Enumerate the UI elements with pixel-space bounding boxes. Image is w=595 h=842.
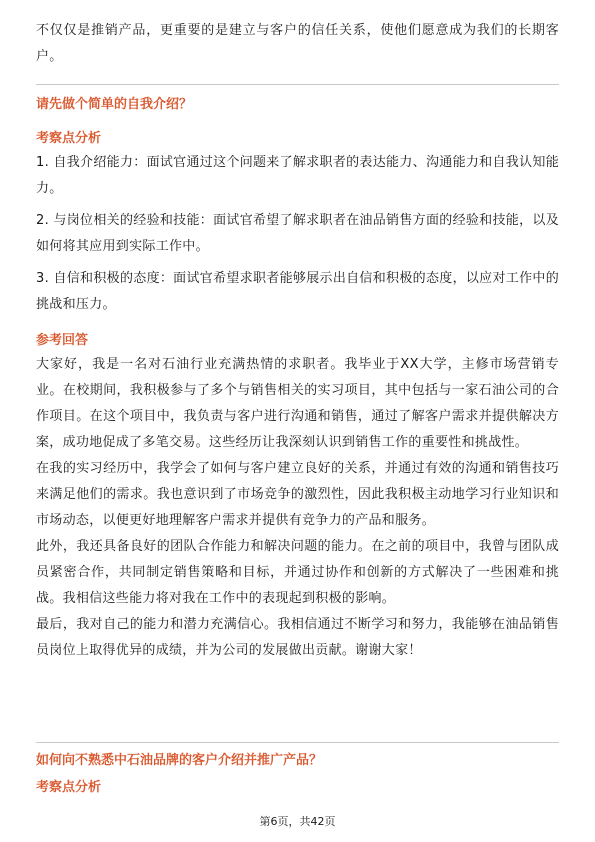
section-divider bbox=[36, 742, 559, 743]
answer-paragraph: 在我的实习经历中，我学会了如何与客户建立良好的关系，并通过有效的沟通和销售技巧来满足他们的需求。我也意识到了市场竞争的激烈性，因此我积极主动地学习行业知识和市场动态，以便更好地理解客户需求并提供有竞争力的产品和服务。 bbox=[36, 461, 559, 528]
answer-paragraph: 大家好，我是一名对石油行业充满热情的求职者。我毕业于XX大学，主修市场营销专业。在校期间，我积极参与了多个与销售相关的实习项目，其中包括与一家石油公司的合作项目。在这个项目中，我负责与客户进行沟通和销售，通过了解客户需求并提供解决方案，成功地促成了多笔交易。这些经历让我深刻认识到销售工作的重要性和挑战性。 bbox=[36, 357, 559, 450]
question-heading: 如何向不熟悉中石油品牌的客户介绍并推广产品？ bbox=[36, 753, 323, 768]
answer-body bbox=[36, 352, 559, 664]
answer-paragraph: 最后，我对自己的能力和潜力充满信心。我相信通过不断学习和努力，我能够在油品销售员岗位上取得优异的成绩，并为公司的发展做出贡献。谢谢大家！ bbox=[36, 617, 559, 658]
analysis-point: 1. 自我介绍能力：面试官通过这个问题来了解求职者的表达能力、沟通能力和自我认知能力。 bbox=[36, 155, 559, 196]
analysis-heading: 考察点分析 bbox=[36, 131, 102, 146]
analysis-heading: 考察点分析 bbox=[36, 780, 102, 795]
section-brand-promotion bbox=[36, 750, 559, 772]
answer-heading: 参考回答 bbox=[36, 333, 89, 348]
question-heading: 请先做个简单的自我介绍？ bbox=[36, 97, 193, 112]
analysis-point: 3. 自信和积极的态度：面试官希望求职者能够展示出自信和积极的态度，以应对工作中的挑战和压力。 bbox=[36, 271, 559, 312]
analysis-point: 2. 与岗位相关的经验和技能：面试官希望了解求职者在油品销售方面的经验和技能，以及如何将其应用到实际工作中。 bbox=[36, 213, 559, 254]
section-self-introduction bbox=[36, 94, 559, 116]
answer-paragraph: 此外，我还具备良好的团队合作能力和解决问题的能力。在之前的项目中，我曾与团队成员紧密合作，共同制定销售策略和目标，并通过协作和创新的方式解决了一些困难和挑战。我相信这些能力将对我在工作中的表现起到积极的影响。 bbox=[36, 539, 559, 606]
section-divider bbox=[36, 84, 559, 85]
intro-paragraph: 不仅仅是推销产品，更重要的是建立与客户的信任关系，使他们愿意成为我们的长期客户。 bbox=[36, 23, 559, 64]
analysis-list bbox=[36, 150, 559, 318]
page-number: 第6页，共42页 bbox=[259, 815, 336, 828]
